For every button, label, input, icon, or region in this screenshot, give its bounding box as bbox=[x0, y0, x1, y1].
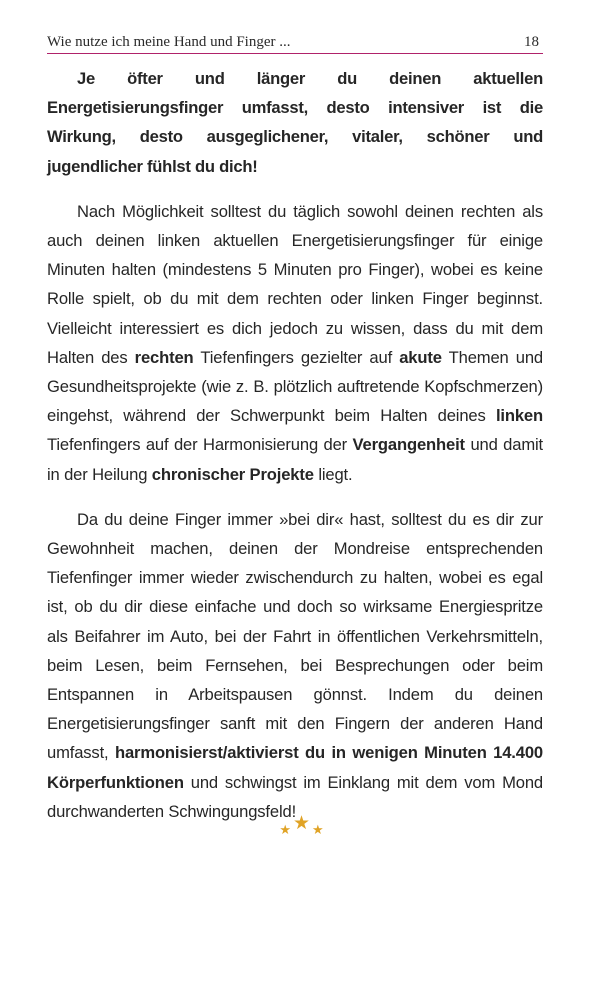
text-run: Nach Möglichkeit solltest du täglich sowohl deinen rechten als auch deinen linken aktuellen Energetisierungsfinger für einige Minuten halten (mindestens 5 Minuten pro Finger), wobei es keine Rolle spielt, ob du mit dem rechten oder linken Finger beginnst. Vielleicht interessiert es dich jedoch zu wissen, dass du mit dem Halten des bbox=[47, 201, 543, 367]
emphasis: rechten bbox=[134, 347, 194, 367]
chapter-title: Wie nutze ich meine Hand und Finger ... bbox=[47, 34, 291, 50]
star-ornament bbox=[0, 815, 603, 838]
star-icon: ★ bbox=[312, 822, 324, 837]
emphasis: chronischer Projekte bbox=[151, 464, 314, 484]
star-icon: ★ bbox=[292, 813, 311, 834]
emphasis: harmonisierst/aktivierst du in wenigen Minuten 14.400 Körperfunktionen bbox=[47, 743, 544, 792]
text-run: Tiefenfingers auf der Harmonisierung der bbox=[47, 435, 353, 455]
emphasis: akute bbox=[399, 347, 442, 367]
lead-paragraph bbox=[47, 64, 543, 181]
text-run: und schwingst im Einklang mit dem vom Mond durchwanderten Schwingungsfeld! bbox=[47, 772, 543, 821]
paragraph-2 bbox=[47, 197, 543, 489]
star-icon: ★ bbox=[279, 822, 291, 837]
emphasis: Vergangenheit bbox=[352, 435, 465, 455]
paragraph-3 bbox=[47, 505, 543, 826]
text-run: und damit in der Heilung bbox=[47, 435, 544, 484]
page-number: 18 bbox=[524, 34, 539, 50]
text-run: liegt. bbox=[313, 464, 353, 484]
body-text bbox=[47, 64, 543, 842]
text-run: Tiefenfingers gezielter auf bbox=[193, 347, 400, 367]
emphasis: linken bbox=[495, 406, 543, 426]
lead-text: Je öfter und länger du deinen aktuellen Energetisierungsfinger umfasst, desto intensiver ist die Wirkung, desto ausgeglichener, vitaler, schöner und jugendlicher fühlst du dich! bbox=[47, 69, 543, 176]
running-header bbox=[47, 31, 543, 54]
text-run: Da du deine Finger immer »bei dir« hast, solltest du es dir zur Gewohnheit machen, deinen der Mondreise entsprechenden Tiefenfinger immer wieder zwischendurch zu halten, wobei es egal ist, ob du dir diese einfache und doch so wirksame Energiespritze als Beifahrer im Auto, bei der Fahrt in öffentlichen Verkehrsmitteln, beim Lesen, beim Fernsehen, bei Besprechungen oder beim Entspannen in Arbeitspausen gönnst. Indem du deinen Energetisierungsfinger sanft mit den Fingern der anderen Hand umfasst, bbox=[47, 509, 543, 763]
text-run: Themen und Gesundheitsprojekte (wie z. B. plötzlich auftretende Kopfschmerzen) eingehst, während der Schwerpunkt beim Halten deines bbox=[47, 347, 543, 426]
